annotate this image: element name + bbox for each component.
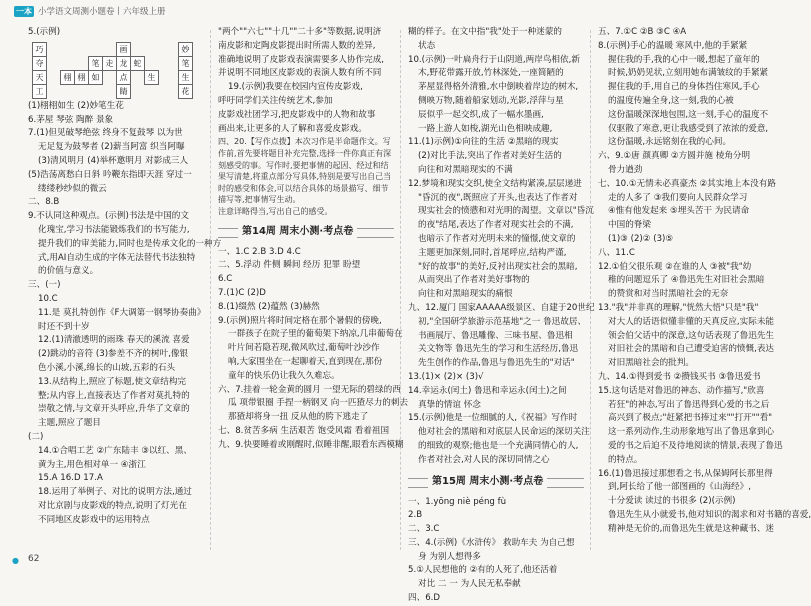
answer-line: 仅驱散了寒意,更让我感受到了浓浓的爱意,	[608, 123, 769, 134]
answer-line: 一路上游人如梭,湖光山色相映成趣,	[418, 123, 553, 134]
answer-line: 骨力遒劲	[608, 164, 643, 175]
answer-line: 爱的书之后迫不及待地阅读的情景,表现了鲁迅	[608, 440, 783, 451]
answer-line: 的赞赏和对当时黑暗社会的无奈	[608, 289, 729, 300]
answer-line: 六、7.挂着一轮金黄的圆月 一望无际的碧绿的西	[218, 384, 401, 395]
answer-line: 主题更加深刻,同时,首尾呼应,结构严谨,	[418, 247, 567, 258]
answer-line: 的价值与意义。	[38, 266, 99, 277]
answer-column-4	[598, 26, 811, 556]
answer-line: 响,大家围坐在一起聊着天,直到现在,那份	[228, 356, 383, 367]
answer-line: 缕缕秒纱似的微云	[38, 183, 107, 194]
answer-line: 四、6.D	[408, 593, 441, 604]
writing-guide: 四、20.【写作点拨】本次习作是半命题作文。写作前,首先要将题目补充完整,选择一件你真正有深刻感受的事。写作时,要把事情的起因、经过和结果写清楚,将重点部分写具体,特别是要写出自己当时的感受和体会,可以结合具体的场景描写、细节描写等,把事情写生动。	[218, 137, 392, 205]
answer-line: "昏沉的夜",既照应了开头,也表达了作者对	[418, 192, 578, 203]
answer-line: 14.①合唱工艺 ②广东陆丰 ③以红、黑、	[38, 445, 192, 456]
puzzle-cell: 笔	[88, 56, 103, 71]
book-title: 小学语文周测小题卷丨六年级上册	[38, 7, 166, 17]
answer-line: 6.茅屋 琴弦 陶醉 景象	[28, 114, 114, 125]
answer-line: 无足复为鼓琴者 (2)薪当阿富 织当阿曝	[38, 142, 185, 153]
column-divider	[210, 30, 211, 550]
answer-line: 中国的脊梁	[608, 220, 651, 231]
answer-line: 五、7.①C ②B ③C ④A	[598, 27, 687, 37]
answer-line: 握住我的手,我的心中一暖,想起了童年的	[608, 54, 760, 65]
answer-line: 13.从结构上,照应了标题,使文章结构完	[38, 376, 187, 387]
page-ornament: ●	[12, 556, 19, 565]
answer-line: 对旧社会的黑暗和自己遭受迫害的愤慨,表达	[608, 344, 775, 355]
column-divider	[590, 30, 591, 550]
answer-line: 的细致的观察;他也是一个充满同情心的人,	[418, 440, 579, 451]
puzzle-cell: 巧	[32, 42, 47, 57]
answer-line: 向往和对黑暗现实的不满	[418, 164, 513, 175]
answer-line: 10.C	[38, 293, 58, 304]
answer-line: 15.A 16.D 17.A	[38, 473, 103, 484]
answer-line: 领会伯父话中的深意,这句话表现了鲁迅先生	[608, 330, 775, 341]
answer-line: 状态	[418, 40, 436, 51]
answer-line: 真挚的情谊 怀念	[418, 399, 481, 410]
answer-line: 9.不认同这种观点。(示例)书法是中国的文	[28, 211, 189, 222]
puzzle-cell: 栩	[60, 70, 75, 85]
answer-line: "好的故事"的美好,反衬出现实社会的黑暗,	[418, 261, 578, 272]
answer-line: 童年的快乐仍让我久久难忘。	[228, 370, 340, 381]
answer-line: 13.(1)× (2)× (3)√	[408, 371, 484, 382]
answer-line: (1)栩栩如生 (2)妙笔生花	[28, 100, 124, 111]
answer-line: 皮影戏社团学习,把皮影戏中的人物和故事	[218, 109, 376, 120]
answer-line: 准确地说明了皮影戏表演需要多人协作完成,	[218, 54, 385, 65]
answer-line: 走的人多了 ③我们要向人民群众学习	[608, 192, 748, 203]
answer-line: 的夜"结尾,表达了作者对现实社会的不满,	[418, 220, 574, 231]
answer-line: 时还不到十岁	[38, 321, 90, 332]
answer-line: 化瑰宝,学习书法能锻炼我们的书写能力,	[38, 224, 190, 235]
answer-column-2	[218, 26, 409, 556]
answer-line: 身 为别人想得多	[418, 551, 481, 562]
answer-line: 辰似乎一起交织,成了一幅水墨画,	[418, 109, 544, 120]
answer-line: 呼吁同学们关注传统艺术,参加	[218, 95, 333, 106]
answer-line: 八、11.C	[598, 247, 635, 258]
answer-line: ④惟有他发起来 ⑤埋头苦干 为民请命	[608, 206, 750, 217]
answer-line: 15.(示例)他是一位细腻的人,《祝福》写作时	[408, 413, 578, 424]
page-header	[0, 0, 800, 26]
answer-line: 他对社会的黑暗和对底层人民命运的深切关注	[418, 427, 590, 438]
answer-line: 时候,奶奶见状,立刻用她布满皱纹的手紧紧	[608, 68, 769, 79]
answer-line: 茅屋显得格外清雅,水中倒映着岸边的树木,	[418, 82, 579, 93]
puzzle-cell: 笔	[178, 56, 193, 71]
answer-line: 提升我们的审美能力,同时也是传承文化的一种方	[38, 238, 222, 249]
puzzle-cell: 妙	[178, 42, 193, 57]
answer-line: 九、14.①得到爱书 ②攒钱买书 ③鲁迅爱书	[598, 371, 761, 382]
answer-line: 精神是无价的,而鲁迅先生就是这种藏书、迷	[608, 523, 775, 534]
answer-line: 侧映万物,随着船家划动,光影,浮萍与星	[418, 95, 564, 106]
answer-line: 六、9.①唐 颜真卿 ②方圆并施 棱角分明	[598, 151, 751, 162]
answer-line: (2)对比手法,突出了作者对美好生活的	[418, 151, 562, 162]
answer-line: 注意详略得当,写出自己的感受。	[218, 206, 333, 216]
answer-line: 14.幸运永(闰土) 鲁迅和幸运永(闰土)之间	[408, 385, 567, 396]
answer-line: 7.(1)C (2)D	[218, 287, 266, 298]
answer-line: 15.这句话是对鲁迅的神态、动作描写,"欣喜	[598, 385, 765, 396]
answer-line: 12.梦境和现实交织,使全文结构紧凑,层层递进	[408, 178, 582, 189]
answer-line: 崇敬之情,与文章开头呼应,升华了文章的	[38, 404, 190, 415]
answer-line: 13."我"并非真的理解,"恍然大悟"只是"我"	[598, 302, 759, 313]
answer-line: 12.①伯父很乐观 ②在谁的人 ③被"我"幼	[598, 261, 752, 272]
answer-line: 11.是 莫扎特创作《F大调第一钢琴协奏曲》	[38, 307, 206, 318]
answer-line: 7.(1)但见破琴绝弦 终身不复鼓琴 以为世	[28, 128, 183, 139]
answer-line: 不同地区皮影戏中的运用特点	[38, 514, 150, 525]
answer-line: 18.运用了举例子、对比的说明方法,通过	[38, 487, 192, 498]
answer-column-3	[408, 26, 595, 604]
answer-line: 色小溪,小溪,绵长的山坡,五彩的石头	[38, 362, 176, 373]
idiom-puzzle-grid	[28, 42, 204, 98]
answer-line: 这份温暖,永远铭刻在我的心间。	[608, 137, 732, 148]
answer-line: 握住我的手,用自己的身体挡住寒风,手心	[608, 82, 760, 93]
answer-line: 三、(一)	[28, 280, 61, 291]
answer-line: 8.(示例)手心的温暖 寒风中,他的手紧紧	[598, 40, 748, 51]
answer-line: 到,阿长给了他一部图画的《山海经》,	[608, 482, 751, 493]
answer-line: 12.(1)清澈透明的雨珠 春天的溪流 喜爱	[38, 335, 190, 346]
puzzle-cell: 生	[144, 70, 159, 85]
answer-line: 瓜 项带银圈 手捏一柄钢叉 向一匹猹尽力的刺去	[228, 398, 409, 409]
week-14-title: 第14周 周末小测·考点卷	[238, 224, 357, 240]
answer-line: 作者对社会,对人民的深切同情之心	[418, 454, 550, 465]
puzzle-cell: 如	[88, 70, 103, 85]
answer-line: 稚的问题逗乐了 ④鲁迅先生对旧社会黑暗	[608, 275, 765, 286]
puzzle-cell: 走	[102, 56, 117, 71]
answer-line: 19.(示例)我要在校园内宣传皮影戏,	[228, 82, 363, 93]
answer-line: 并说明不同地区皮影戏的表演人数有所不同	[218, 68, 382, 79]
answer-line: 叶片间若隐若现,微风吹过,葡萄叶沙沙作	[228, 343, 380, 354]
answer-line: 初,"全国研学旅游示范基地"之一 鲁迅故居、	[418, 316, 587, 327]
answer-line: 七、8.贫苦多病 生活艰苦 饱受风霜 看着祖国	[218, 425, 390, 436]
answer-line: 糊的样子。在文中指"我"处于一种迷蒙的	[408, 27, 563, 37]
answer-line: 向往和对黑暗现实的痛恨	[418, 289, 513, 300]
answer-line: 一群孩子在院子里的葡萄架下纳凉,几串葡萄在	[228, 329, 403, 340]
answer-line: 主题,照应了题目	[38, 418, 101, 429]
answer-line: 鲁迅先生从小就爱书,他对知识的渴求和对书籍的喜爱,	[608, 509, 811, 520]
answer-line: 书画展厅、鲁迅雕像、三味书屋、鲁迅相	[418, 330, 573, 341]
answer-line: 整;从内容上,直接表达了作者对莫扎特的	[38, 390, 190, 401]
answer-line: 11.(1)示例)①向往的生活 ②黑暗的现实	[408, 137, 559, 148]
answer-line: (1)③ (2)② (3)⑤	[608, 233, 674, 244]
answer-line: 对大人的话语似懂非懂的天真反应,实际未能	[608, 316, 775, 327]
answer-line: 这份温暖深深地包围,这一刻,手心的温度不	[608, 109, 769, 120]
answer-line: 十分爱读 读过的书很多 (2)(示例)	[608, 496, 736, 507]
answer-line: (二)	[28, 431, 44, 442]
answer-line: 先生创作的作品,鲁迅与鲁迅先生的"对话"	[418, 358, 575, 369]
answer-line: 5.①人民想他的 ②有的人死了,他还活着	[408, 565, 558, 576]
answer-line: 对比京剧与皮影戏的特点,说明了灯光在	[38, 500, 187, 511]
answer-line: 那猹却将身一扭 反从他的胯下逃走了	[228, 412, 369, 423]
answer-line: 对比 二 一 为人民无私奉献	[418, 579, 521, 590]
answer-line: 的特点。	[608, 454, 643, 465]
answer-line: 16.(1)鲁迅接过那想看之书,从保姆阿长那里得	[598, 468, 773, 479]
answer-line: 现实社会的愤懑和对光明的渴望。文章以"昏沉	[418, 206, 594, 217]
puzzle-cell: 点	[116, 70, 131, 85]
puzzle-cell: 画	[116, 42, 131, 57]
puzzle-cell: 夺	[32, 56, 47, 71]
answer-line: 6.C	[218, 274, 233, 285]
puzzle-cell: 睛	[116, 84, 131, 99]
answer-line: 一、1.yōng niè péng fù	[408, 496, 507, 507]
answer-line: 5.(示例)	[28, 27, 61, 37]
answer-line: 从而突出了作者对美好事物的	[418, 275, 530, 286]
answer-line: 8.(1)缀然 (2)蕴然 (3)赫然	[218, 301, 320, 312]
puzzle-cell: 花	[178, 84, 193, 99]
answer-line: 关文物等 鲁迅先生的学习和生活经历,鲁迅	[418, 344, 579, 355]
answer-line: 也暗示了作者对光明未来的憧憬,使文章的	[418, 233, 576, 244]
answer-line: (2)跳动的音符 (3)参差不齐的树叶,像银	[38, 349, 189, 360]
answer-line: 九、9.快要睡着或刚醒时,似睡非醒,眼看东西模糊	[218, 439, 404, 450]
answer-line: 二、5.浮动 件侧 瞬间 经历 犯罪 盼望	[218, 260, 361, 271]
puzzle-cell: 龙	[116, 56, 131, 71]
week-14-section-header	[218, 222, 394, 242]
answer-line: 黄为主,用色相对单一 ④浙江	[38, 459, 146, 470]
answer-line: (5)浩荡离愁白日斜 吟鞭东指即天涯 穿过一	[28, 169, 192, 180]
answer-line: 七、10.①无情未必真豪杰 ②其实地上本没有路	[598, 178, 776, 189]
answer-line: 画出来,让更多的人了解和喜爱皮影戏。	[218, 123, 367, 134]
answer-line: 式,用AI自动生成的字体无法替代书法独特	[38, 252, 196, 263]
puzzle-cell: 栩	[74, 70, 89, 85]
answer-line: 2.B	[408, 510, 423, 521]
puzzle-cell: 蛇	[130, 56, 145, 71]
answer-column-1	[28, 26, 222, 556]
answer-line: 对旧黑暗社会的批判。	[608, 358, 694, 369]
week-15-title: 第15周 周末小测·考点卷	[428, 474, 547, 490]
week-15-section-header	[408, 472, 584, 492]
answer-line: 二、8.B	[28, 197, 60, 208]
answer-line: (3)清风明月 (4)举杯邀明月 对影成三人	[38, 155, 189, 166]
answer-line: 二、3.C	[408, 524, 440, 535]
puzzle-cell: 天	[32, 70, 47, 85]
answer-line: 10.(示例)一叶扁舟行于山阴道,两岸鸟相依,新	[408, 54, 580, 65]
answer-line: 木,野花带露开放,竹林深处,一座简陋的	[418, 68, 564, 79]
answer-line: 高兴到了极点;"赶紧把书捧过来""打开""看"	[608, 413, 773, 424]
column-divider	[400, 30, 401, 550]
answer-line: 一、1.C 2.B 3.D 4.C	[218, 246, 301, 257]
answer-line: 九、12.厦门 国家AAAAA级景区、自建于20世纪	[408, 302, 595, 313]
answer-line: "两个""六七""十几""二十多"等数据,说明济	[218, 27, 382, 37]
answer-line: 南皮影和定陶皮影提出时所需人数的差异,	[218, 40, 376, 51]
answer-line: 的温度传遍全身,这一刻,我的心被	[608, 95, 734, 106]
answer-line: 三、4.(示例)《水浒传》 救助车夫 为自己想	[408, 537, 575, 548]
puzzle-cell: 工	[32, 84, 47, 99]
answer-line: 这一系列动作,生动形象地写出了鲁迅拿到心	[608, 427, 775, 438]
book-logo: 一本	[16, 7, 32, 16]
answer-line: 9.(示例)照片将时间定格在那个暑假的傍晚,	[218, 315, 382, 326]
puzzle-cell: 生	[178, 70, 193, 85]
answer-line: 若狂"的神态,写出了鲁迅得到心爱的书之后	[608, 399, 770, 410]
page-number: 62	[28, 554, 40, 564]
